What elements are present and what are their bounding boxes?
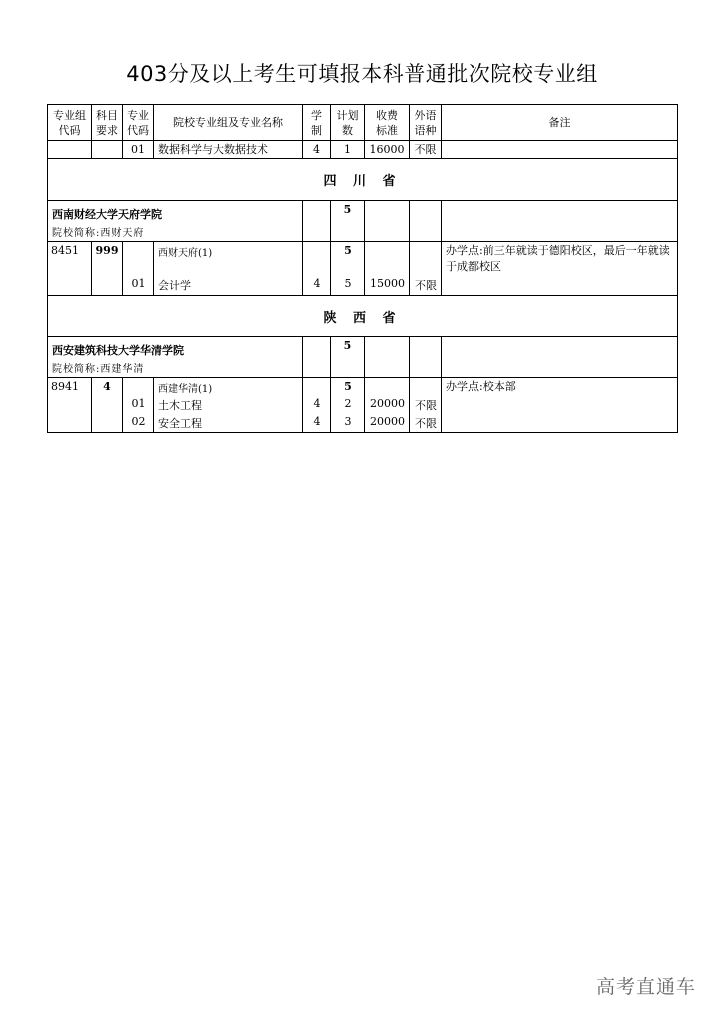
major-fee: 20000 — [370, 415, 405, 428]
subject-requirement: 4 — [91, 378, 122, 432]
school-row — [47, 337, 678, 378]
group-code: 8451 — [51, 244, 79, 257]
major-name: 会计学 — [158, 279, 191, 292]
header-group-code: 专业组 代码 — [53, 109, 86, 137]
header-major-code: 专业 代码 — [122, 105, 153, 140]
major-code: 01 — [131, 277, 146, 290]
header-years: 学 制 — [302, 105, 330, 140]
major-lang: 不限 — [409, 141, 441, 158]
group-remark: 办学点:校本部 — [446, 380, 516, 393]
major-fee: 16000 — [364, 141, 409, 158]
group-code: 8941 — [51, 380, 79, 393]
group-remark: 办学点:前三年就读于德阳校区，最后一年就读于成都校区 — [446, 244, 670, 273]
group-name: 西财天府(1) — [158, 248, 213, 259]
school-name: 西安建筑科技大学华清学院 — [52, 344, 184, 357]
group-plan: 5 — [344, 244, 352, 257]
major-name: 安全工程 — [158, 417, 202, 430]
major-lang: 不限 — [415, 399, 437, 412]
province-name: 陕 西 省 — [323, 310, 402, 326]
header-remark: 备注 — [441, 105, 677, 140]
major-years: 4 — [302, 141, 330, 158]
watermark: 高考直通车 — [595, 976, 696, 998]
major-code: 01 — [122, 141, 153, 158]
major-lang: 不限 — [415, 279, 437, 292]
major-years: 4 — [313, 415, 321, 428]
major-name: 数据科学与大数据技术 — [153, 141, 302, 158]
table-row — [47, 141, 678, 159]
header-plan: 计划 数 — [330, 105, 364, 140]
major-plan: 2 — [344, 397, 352, 410]
subject-requirement: 999 — [91, 242, 122, 295]
header-fee: 收费 标准 — [364, 105, 409, 140]
major-plan: 5 — [344, 277, 352, 290]
school-plan: 5 — [330, 337, 364, 377]
major-plan: 1 — [330, 141, 364, 158]
major-code: 02 — [131, 415, 146, 428]
major-plan: 3 — [344, 415, 352, 428]
school-row — [47, 201, 678, 242]
major-name: 土木工程 — [158, 399, 202, 412]
school-abbr: 院校简称:西财天府 — [52, 228, 145, 239]
school-plan: 5 — [330, 201, 364, 241]
major-lang: 不限 — [415, 417, 437, 430]
header-lang: 外语 语种 — [409, 105, 441, 140]
header-subject-req: 科目 要求 — [91, 105, 122, 140]
province-name: 四 川 省 — [323, 174, 402, 189]
table-header-row — [47, 104, 678, 141]
group-plan: 5 — [344, 380, 352, 393]
major-fee: 20000 — [370, 397, 405, 410]
major-fee: 15000 — [370, 277, 405, 290]
major-years: 4 — [313, 277, 321, 290]
group-block — [47, 242, 678, 296]
page-title: 403分及以上考生可填报本科普通批次院校专业组 — [126, 62, 598, 86]
admission-table — [47, 104, 678, 433]
province-row — [47, 296, 678, 337]
major-years: 4 — [313, 397, 321, 410]
province-row — [47, 159, 678, 201]
group-name: 西建华清(1) — [158, 384, 213, 395]
header-name: 院校专业组及专业名称 — [153, 105, 302, 140]
major-code: 01 — [131, 397, 146, 410]
school-name: 西南财经大学天府学院 — [52, 208, 162, 221]
group-block — [47, 378, 678, 433]
school-abbr: 院校简称:西建华清 — [52, 364, 145, 375]
